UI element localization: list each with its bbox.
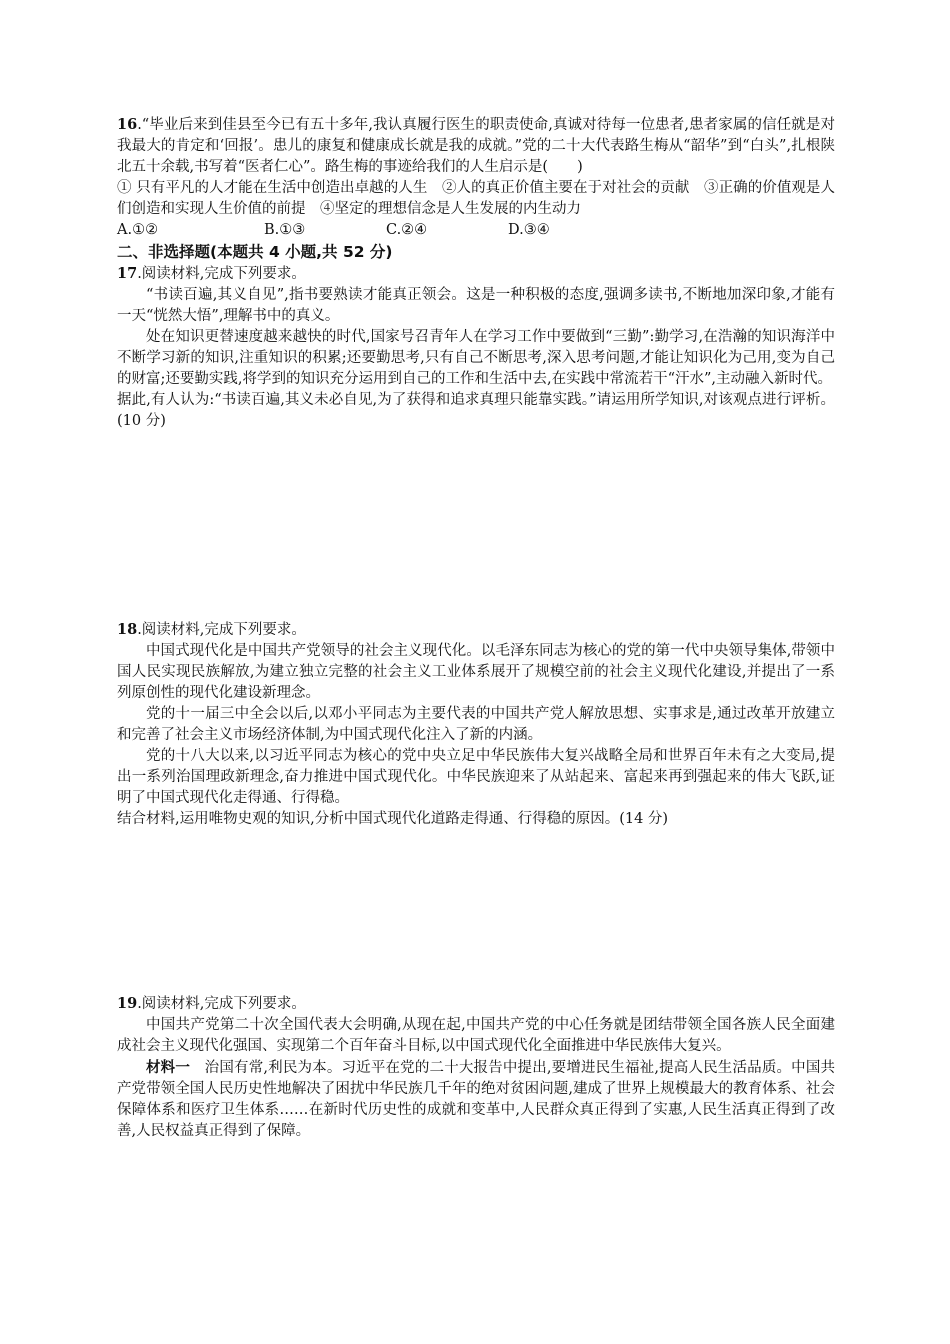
q17-number: 17 [117,265,138,282]
q17-answer-area[interactable] [117,432,835,619]
q18-material-paragraph-2: 党的十一届三中全会以后,以邓小平同志为主要代表的中国共产党人解放思想、实事求是,通过改革开放建立和完善了社会主义市场经济体制,为中国式现代化注入了新的内涵。 [117,706,835,743]
section-title-non-choice: 二、非选择题(本题共 4 小题,共 52 分) [117,243,393,261]
q16-stem: 16.“毕业后来到佳县至今已有五十多年,我认真履行医生的职责使命,真诚对待每一位患者,患者家属的信任就是对我最大的肯定和‘回报’。患儿的康复和健康成长就是我的成就。”党的二十大代表路生梅从“韶华”到“白头”,扎根陕北五十余载,书写着“医者仁心”。路生梅的事迹给我们的人生启示是( ) [117,116,835,175]
q19-intro: 19.阅读材料,完成下列要求。 [117,995,306,1012]
q17-task: 据此,有人认为:“书读百遍,其义未必自见,为了获得和追求真理只能靠实践。”请运用所学知识,对该观点进行评析。(10 分) [117,392,835,429]
q19-material-1-text: 治国有常,利民为本。习近平在党的二十大报告中提出,要增进民生福祉,提高人民生活品质。中国共产党带领全国人民历史性地解决了困扰中华民族几千年的绝对贫困问题,建成了世界上规模最大的教育体系、社会保障体系和医疗卫生体系……在新时代历史性的成就和变革中,人民群众真正得到了实惠,人民生活真正得到了改善,人民权益真正得到了保障。 [117,1060,836,1139]
q18-number: 18 [117,621,138,638]
q16-statements: ① 只有平凡的人才能在生活中创造出卓越的人生 ②人的真正价值主要在于对社会的贡献 ③正确的价值观是人们创造和实现人生价值的前提 ④坚定的理想信念是人生发展的内生动力 [117,180,835,217]
q19-material-1 [117,1057,835,1142]
q16-option-a[interactable]: A.①② [117,222,159,238]
q18-answer-area[interactable] [117,830,835,993]
q19-material-1-label: 材料一 [146,1059,191,1076]
q18-intro: 18.阅读材料,完成下列要求。 [117,621,306,638]
q19-material-paragraph-1: 中国共产党第二十次全国代表大会明确,从现在起,中国共产党的中心任务就是团结带领全国各族人民全面建成社会主义现代化强国、实现第二个百年奋斗目标,以中国式现代化全面推进中华民族伟大复兴。 [117,1017,835,1054]
q18-material-paragraph-1: 中国式现代化是中国共产党领导的社会主义现代化。以毛泽东同志为核心的党的第一代中央领导集体,带领中国人民实现民族解放,为建立独立完整的社会主义工业体系展开了规模空前的社会主义现代化建设,并提出了一系列原创性的现代化建设新理念。 [117,643,835,701]
q18-task: 结合材料,运用唯物史观的知识,分析中国式现代化道路走得通、行得稳的原因。(14 分) [117,811,669,827]
q16-option-b[interactable]: B.①③ [264,222,306,238]
question-18 [117,619,835,993]
q17-material-paragraph-2: 处在知识更替速度越来越快的时代,国家号召青年人在学习工作中要做到“三勤”:勤学习,在浩瀚的知识海洋中不断学习新的知识,注重知识的积累;还要勤思考,只有自己不断思考,深入思考问题,才能让知识化为己用,变为自己的财富;还要勤实践,将学到的知识充分运用到自己的工作和生活中去,在实践中常流若干“汗水”,主动融入新时代。 [117,329,835,387]
q16-number: 16 [117,116,138,133]
question-17 [117,263,835,619]
q17-intro: 17.阅读材料,完成下列要求。 [117,265,306,282]
q16-options [117,220,835,241]
q16-option-c[interactable]: C.②④ [386,222,428,238]
q17-material-paragraph-1: “书读百遍,其义自见”,指书要熟读才能真正领会。这是一种积极的态度,强调多读书,不断地加深印象,才能有一天“恍然大悟”,理解书中的真义。 [117,287,835,324]
q19-number: 19 [117,995,138,1012]
question-19 [117,993,835,1142]
q16-option-d[interactable]: D.③④ [508,222,550,238]
q18-material-paragraph-3: 党的十八大以来,以习近平同志为核心的党中央立足中华民族伟大复兴战略全局和世界百年未有之大变局,提出一系列治国理政新理念,奋力推进中国式现代化。中华民族迎来了从站起来、富起来再到强起来的伟大飞跃,证明了中国式现代化走得通、行得稳。 [117,748,835,806]
question-16 [117,114,835,241]
exam-page [117,114,835,1142]
